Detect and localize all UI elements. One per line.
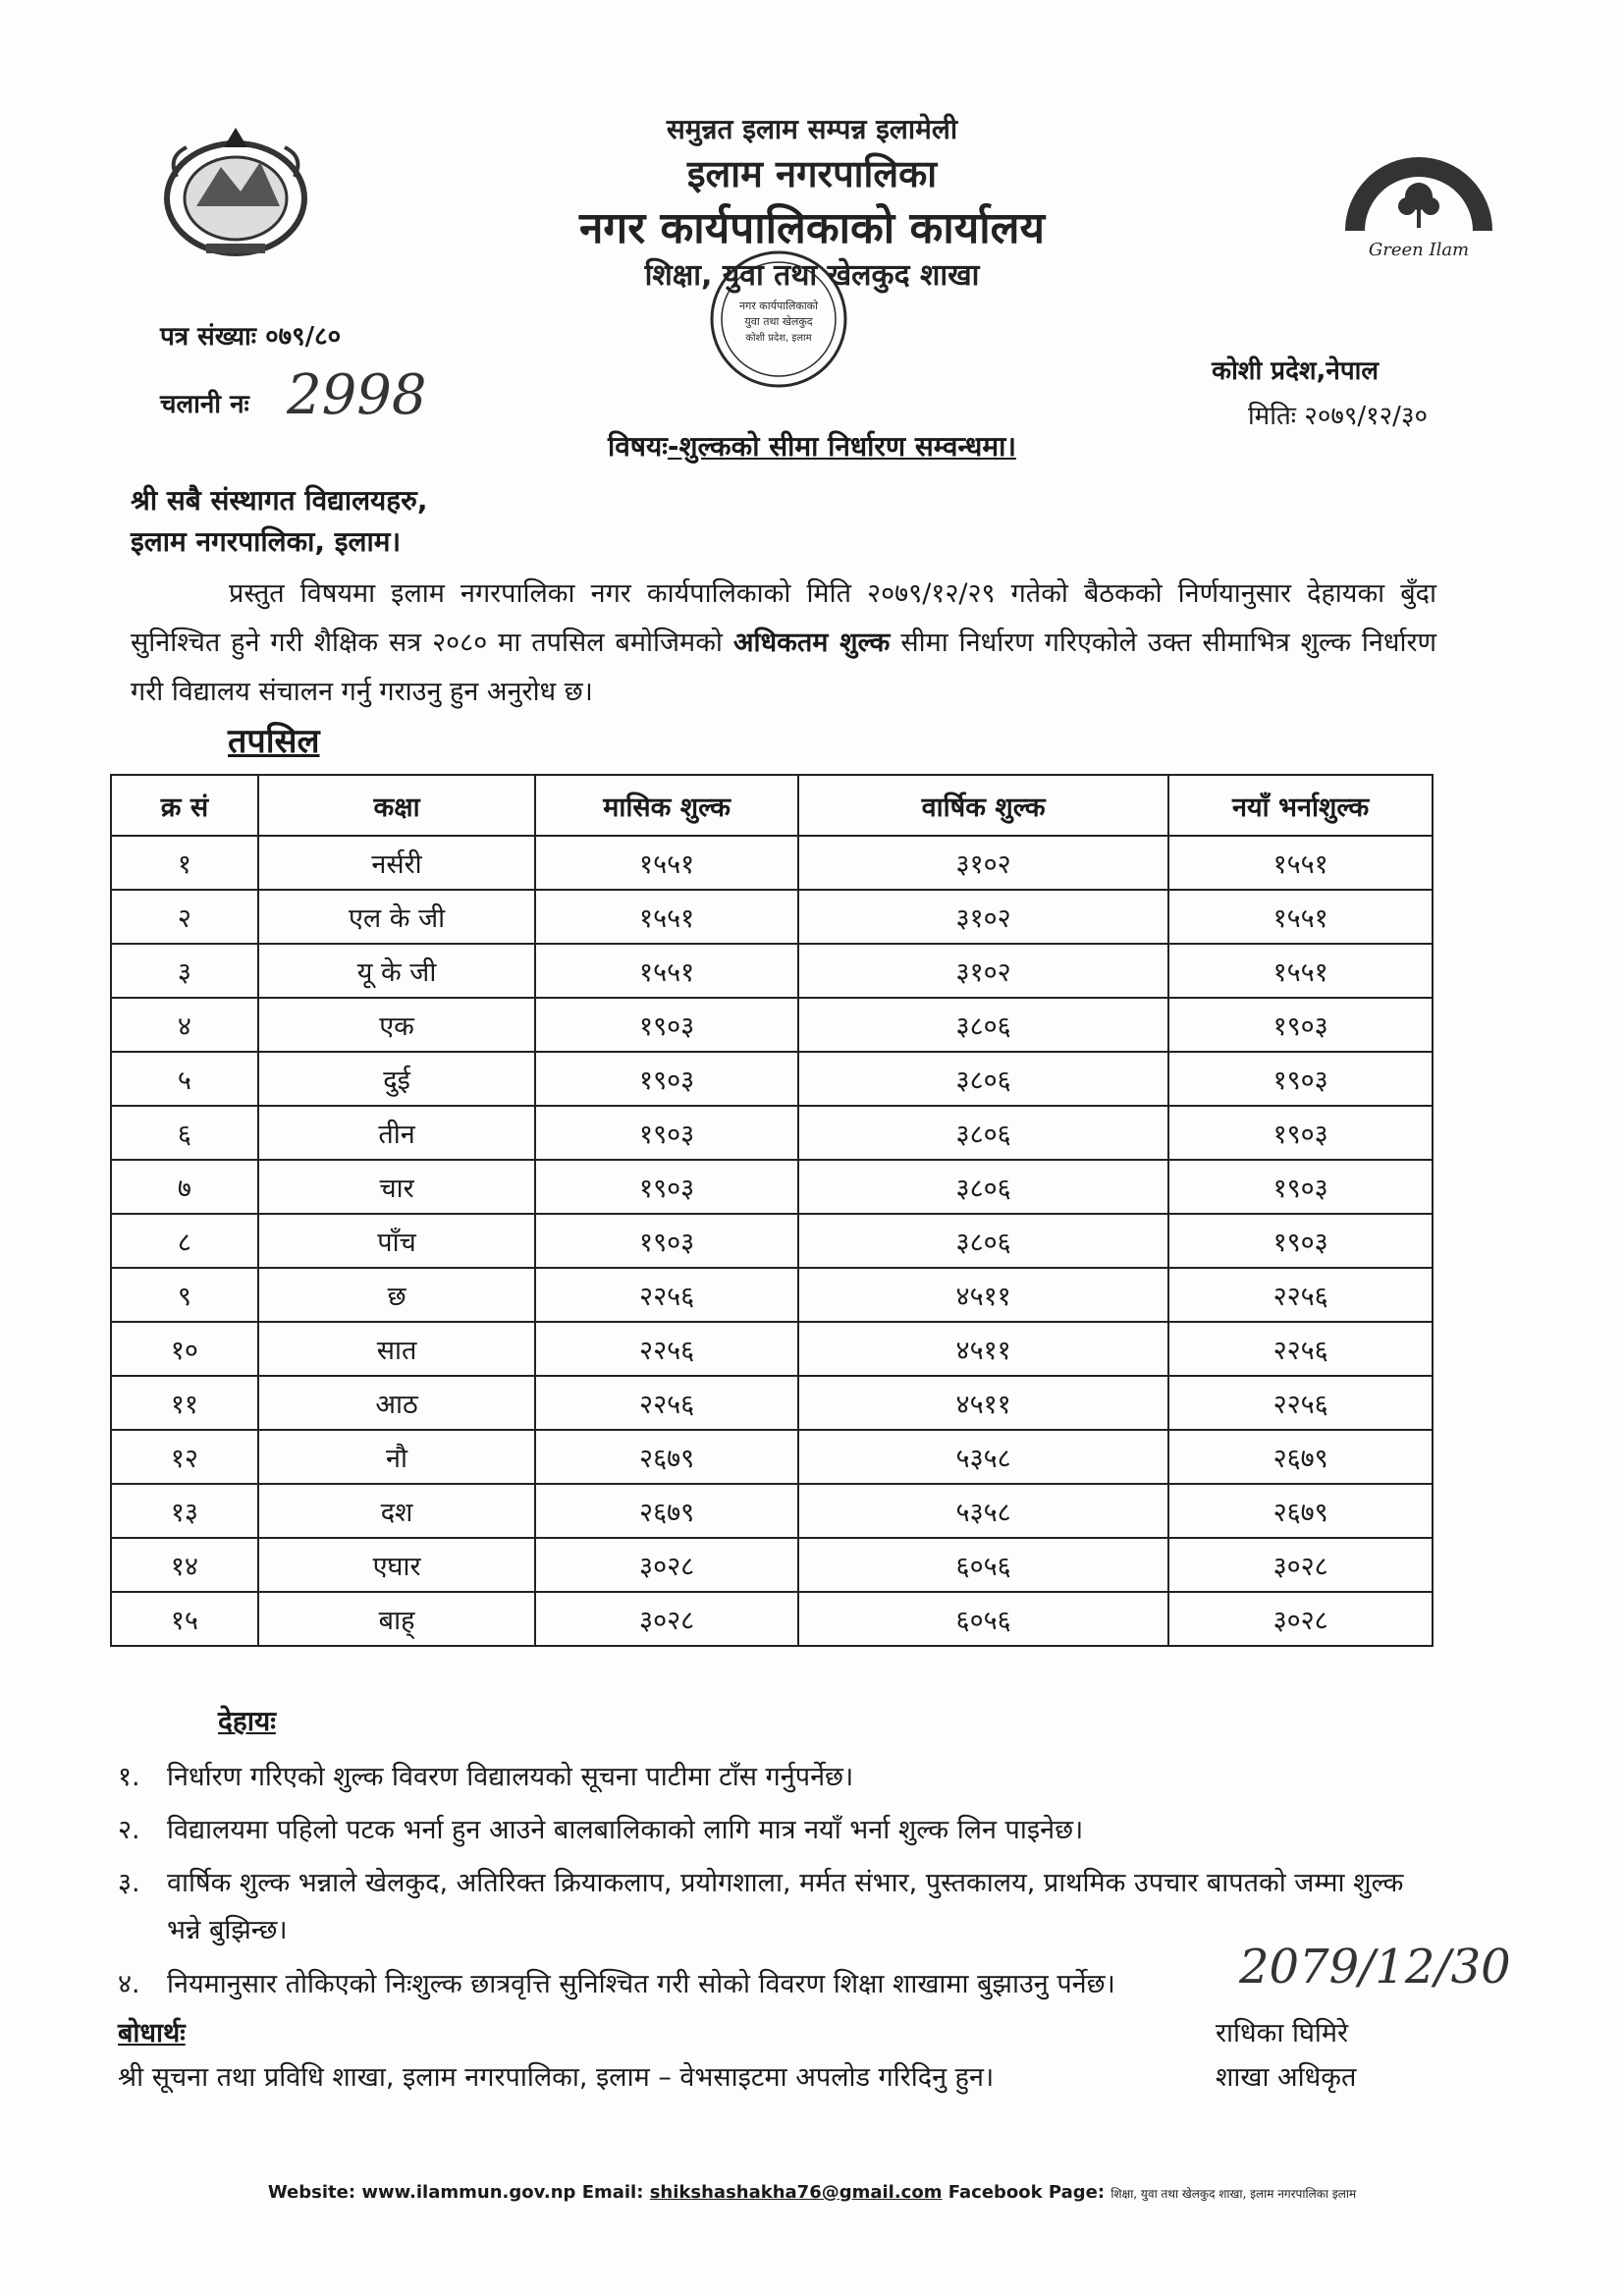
note-text: नियमानुसार तोकिएको निःशुल्क छात्रवृत्ति सुनिश्चित गरी सोको विवरण शिक्षा शाखामा बुझाउनु पर्नेछ। (167, 1969, 1115, 1999)
note-number: १. (118, 1762, 140, 1792)
cell-annual-fee: ३१०२ (798, 890, 1168, 944)
body-text-part-2: सीमा निर्धारण गरिएकोले उक्त सीमाभित्र शुल्क निर्धारण गरी विद्यालय संचालन गर्नु गराउनु हुन अनुरोध छ। (131, 628, 1437, 707)
svg-text:Green Ilam: Green Ilam (1368, 240, 1470, 260)
cell-class: छ (258, 1268, 536, 1322)
footer-email-link[interactable]: shikshashakha76@gmail.com (649, 2182, 943, 2203)
body-text-part-1: प्रस्तुत विषयमा इलाम नगरपालिका नगर कार्यपालिकाको मिति २०७९/१२/२९ गतेको बैठकको निर्णयानुसार देहायका बुँदा सुनिश्चित हुने गरी शैक्षिक सत्र २०८० मा तपसिल बमोजिमको (131, 578, 1436, 658)
table-row (111, 998, 1433, 1052)
cell-annual-fee: ३८०६ (798, 1160, 1168, 1214)
cell-monthly-fee: १५५१ (535, 944, 798, 998)
cell-monthly-fee: १९०३ (535, 1160, 798, 1214)
header-office: नगर कार्यपालिकाको कार्यालय (579, 203, 1045, 253)
cell-class: बाह् (258, 1592, 536, 1646)
subject-text: -शुल्कको सीमा निर्धारण सम्वन्धमा। (667, 430, 1017, 463)
cell-serial: ९ (111, 1268, 258, 1322)
cell-annual-fee: ३१०२ (798, 944, 1168, 998)
svg-text:नगर कार्यपालिकाको: नगर कार्यपालिकाको (739, 300, 818, 312)
addressee-line-2: इलाम नगरपालिका, इलाम। (131, 525, 402, 558)
table-row (111, 1430, 1433, 1484)
cell-monthly-fee: २२५६ (535, 1268, 798, 1322)
cell-admission-fee: १९०३ (1168, 1052, 1433, 1106)
cc-title: बोधार्थः (118, 2018, 186, 2049)
cell-admission-fee: १९०३ (1168, 998, 1433, 1052)
cell-class: यू के जी (258, 944, 536, 998)
cell-admission-fee: २२५६ (1168, 1268, 1433, 1322)
cell-monthly-fee: १९०३ (535, 1214, 798, 1268)
cell-annual-fee: ४५११ (798, 1268, 1168, 1322)
column-header-serial: क्र सं (111, 775, 258, 836)
body-paragraph (131, 570, 1436, 717)
cell-class: चार (258, 1160, 536, 1214)
cell-serial: ५ (111, 1052, 258, 1106)
table-row (111, 1268, 1433, 1322)
cell-monthly-fee: २२५६ (535, 1322, 798, 1376)
signature-handwritten: 2079/12/30 (1239, 1940, 1511, 1995)
cell-admission-fee: २६७९ (1168, 1430, 1433, 1484)
cell-monthly-fee: १९०३ (535, 1106, 798, 1160)
cell-class: दश (258, 1484, 536, 1538)
column-header-monthly-fee: मासिक शुल्क (535, 775, 798, 836)
cell-annual-fee: ३१०२ (798, 836, 1168, 890)
subject-label: विषयः (607, 430, 668, 463)
cell-serial: २ (111, 890, 258, 944)
cell-admission-fee: १५५१ (1168, 836, 1433, 890)
cell-monthly-fee: २२५६ (535, 1376, 798, 1430)
cell-annual-fee: ४५११ (798, 1322, 1168, 1376)
header-motto: समुन्नत इलाम सम्पन्न इलामेली (666, 113, 958, 145)
table-header-row (111, 775, 1433, 836)
column-header-class: कक्षा (258, 775, 536, 836)
cell-class: सात (258, 1322, 536, 1376)
cell-serial: ८ (111, 1214, 258, 1268)
note-number: २. (118, 1815, 140, 1845)
table-row (111, 1538, 1433, 1592)
cell-admission-fee: २६७९ (1168, 1484, 1433, 1538)
cell-annual-fee: ४५११ (798, 1376, 1168, 1430)
cell-annual-fee: ३८०६ (798, 1106, 1168, 1160)
cell-class: एल के जी (258, 890, 536, 944)
cell-admission-fee: २२५६ (1168, 1376, 1433, 1430)
cell-monthly-fee: ३०२८ (535, 1538, 798, 1592)
footer-facebook-page[interactable]: शिक्षा, युवा तथा खेलकुद शाखा, इलाम नगरपालिका इलाम (1110, 2187, 1357, 2201)
svg-text:युवा तथा खेलकुद: युवा तथा खेलकुद (744, 315, 813, 328)
table-row (111, 1322, 1433, 1376)
cell-serial: ४ (111, 998, 258, 1052)
cell-annual-fee: ६०५६ (798, 1592, 1168, 1646)
dispatch-number-handwritten: 2998 (287, 363, 427, 427)
cell-annual-fee: ३८०६ (798, 1052, 1168, 1106)
header-organization: इलाम नगरपालिका (686, 152, 938, 195)
fee-table-body (111, 836, 1433, 1646)
svg-text:कोशी प्रदेश, इलाम: कोशी प्रदेश, इलाम (745, 333, 812, 344)
cell-class: एघार (258, 1538, 536, 1592)
cell-annual-fee: ५३५८ (798, 1430, 1168, 1484)
cell-admission-fee: १९०३ (1168, 1214, 1433, 1268)
signer-title: शाखा अधिकृत (1216, 2062, 1357, 2093)
cell-serial: १ (111, 836, 258, 890)
cell-class: तीन (258, 1106, 536, 1160)
column-header-annual-fee: वार्षिक शुल्क (798, 775, 1168, 836)
footer (0, 2182, 1624, 2203)
cell-serial: ११ (111, 1376, 258, 1430)
cell-monthly-fee: १९०३ (535, 1052, 798, 1106)
table-row (111, 890, 1433, 944)
footer-email-label: Email: (581, 2182, 644, 2203)
addressee-line-1: श्री सबै संस्थागत विद्यालयहरु, (131, 484, 428, 517)
table-row (111, 1484, 1433, 1538)
cell-serial: १२ (111, 1430, 258, 1484)
cell-monthly-fee: १५५१ (535, 890, 798, 944)
body-text-emphasis: अधिकतम शुल्क (732, 628, 891, 658)
cell-admission-fee: २२५६ (1168, 1322, 1433, 1376)
table-row (111, 944, 1433, 998)
cell-monthly-fee: ३०२८ (535, 1592, 798, 1646)
cell-class: एक (258, 998, 536, 1052)
table-row (111, 1106, 1433, 1160)
cell-serial: १० (111, 1322, 258, 1376)
cell-admission-fee: १९०३ (1168, 1106, 1433, 1160)
cell-monthly-fee: १५५१ (535, 836, 798, 890)
subject-line (0, 427, 1624, 465)
reference-number: पत्र संख्याः ०७९/८० (160, 322, 342, 352)
table-row (111, 836, 1433, 890)
note-text: निर्धारण गरिएको शुल्क विवरण विद्यालयको सूचना पाटीमा टाँस गर्नुपर्नेछ। (167, 1762, 854, 1792)
cell-admission-fee: १५५१ (1168, 944, 1433, 998)
table-row (111, 1052, 1433, 1106)
table-row (111, 1376, 1433, 1430)
cell-monthly-fee: १९०३ (535, 998, 798, 1052)
column-header-admission-fee: नयाँ भर्नाशुल्क (1168, 775, 1433, 836)
cell-annual-fee: ५३५८ (798, 1484, 1168, 1538)
note-item (118, 1807, 1453, 1854)
footer-website-label: Website: (267, 2182, 356, 2203)
table-row (111, 1160, 1433, 1214)
cell-admission-fee: ३०२८ (1168, 1538, 1433, 1592)
footer-website-link[interactable]: www.ilammun.gov.np (361, 2182, 576, 2203)
dispatch-label: चलानी नः (160, 390, 249, 419)
cell-serial: ७ (111, 1160, 258, 1214)
province-label: कोशी प्रदेश,नेपाल (1212, 356, 1379, 386)
cell-serial: १४ (111, 1538, 258, 1592)
fee-table (110, 774, 1434, 1647)
cell-serial: ३ (111, 944, 258, 998)
cell-annual-fee: ३८०६ (798, 1214, 1168, 1268)
cell-admission-fee: १९०३ (1168, 1160, 1433, 1214)
cell-annual-fee: ६०५६ (798, 1538, 1168, 1592)
note-number: ३. (118, 1868, 140, 1898)
cell-class: दुई (258, 1052, 536, 1106)
schedule-heading: तपसिल (228, 722, 320, 761)
cell-monthly-fee: २६७९ (535, 1484, 798, 1538)
cell-class: आठ (258, 1376, 536, 1430)
cell-admission-fee: ३०२८ (1168, 1592, 1433, 1646)
footer-facebook-label: Facebook Page: (947, 2182, 1106, 2203)
cell-serial: १५ (111, 1592, 258, 1646)
signer-name: राधिका घिमिरे (1216, 2018, 1349, 2049)
letter-date: मितिः २०७९/१२/३० (1247, 402, 1428, 431)
cc-text: श्री सूचना तथा प्रविधि शाखा, इलाम नगरपालिका, इलाम – वेभसाइटमा अपलोड गरिदिनु हुन। (118, 2062, 995, 2093)
cell-class: नर्सरी (258, 836, 536, 890)
header-branch: शिक्षा, युवा तथा खेलकुद शाखा (644, 258, 980, 293)
notes-title: देहायः (218, 1705, 276, 1737)
cell-class: पाँच (258, 1214, 536, 1268)
note-item (118, 1754, 1453, 1801)
cell-monthly-fee: २६७९ (535, 1430, 798, 1484)
cell-serial: १३ (111, 1484, 258, 1538)
note-text: वार्षिक शुल्क भन्नाले खेलकुद, अतिरिक्त क्रियाकलाप, प्रयोगशाला, मर्मत संभार, पुस्तकालय, प्राथमिक उपचार बापतको जम्मा शुल्क भन्ने बुझिन्छ। (167, 1868, 1404, 1945)
note-number: ४. (118, 1969, 140, 1999)
table-row (111, 1592, 1433, 1646)
cell-class: नौ (258, 1430, 536, 1484)
table-row (111, 1214, 1433, 1268)
cell-serial: ६ (111, 1106, 258, 1160)
cell-admission-fee: १५५१ (1168, 890, 1433, 944)
cell-annual-fee: ३८०६ (798, 998, 1168, 1052)
note-text: विद्यालयमा पहिलो पटक भर्ना हुन आउने बालबालिकाको लागि मात्र नयाँ भर्ना शुल्क लिन पाइनेछ। (167, 1815, 1084, 1845)
